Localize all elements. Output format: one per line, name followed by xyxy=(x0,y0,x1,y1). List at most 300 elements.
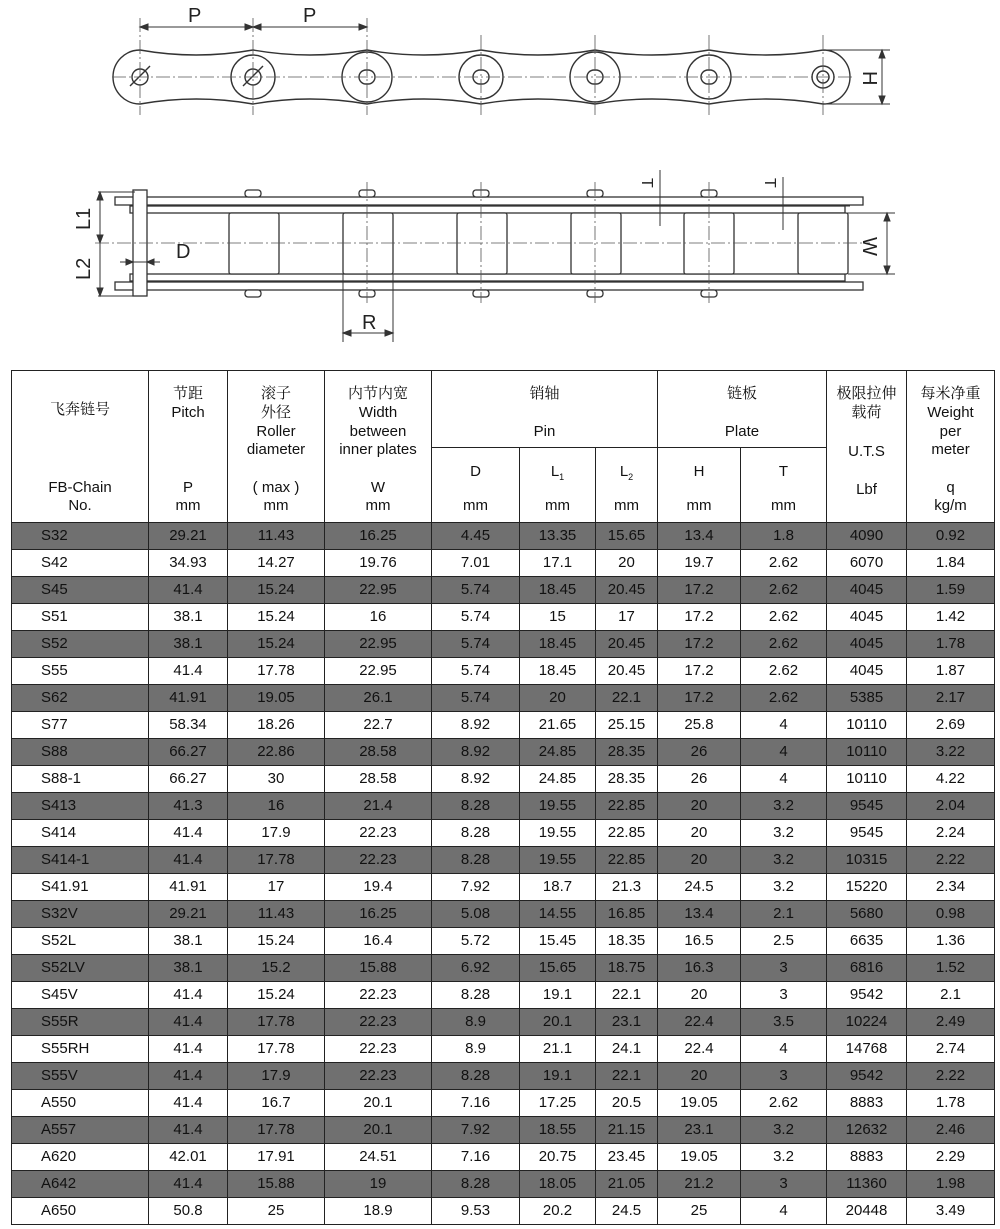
table-cell: 2.04 xyxy=(907,793,995,820)
table-cell: 15.2 xyxy=(228,955,325,982)
table-cell: 16.3 xyxy=(658,955,741,982)
table-cell: 20.5 xyxy=(596,1090,658,1117)
chain-model-cell: S51 xyxy=(12,604,149,631)
table-cell: 6.92 xyxy=(432,955,520,982)
table-cell: 15.24 xyxy=(228,604,325,631)
header-weight-en2: per xyxy=(939,422,962,440)
table-cell: 8.28 xyxy=(432,1171,520,1198)
header-roller xyxy=(228,371,325,523)
table-cell: 8883 xyxy=(827,1090,907,1117)
table-cell: 13.4 xyxy=(658,901,741,928)
table-cell: 5.74 xyxy=(432,631,520,658)
roller xyxy=(343,213,393,274)
table-cell: 25 xyxy=(658,1198,741,1225)
table-cell: 38.1 xyxy=(149,955,228,982)
table-cell: 25.15 xyxy=(596,712,658,739)
table-cell: 21.65 xyxy=(520,712,596,739)
table-cell: 20.45 xyxy=(596,577,658,604)
table-cell: 17.78 xyxy=(228,1036,325,1063)
table-cell: 21.15 xyxy=(596,1117,658,1144)
table-cell: 5.74 xyxy=(432,604,520,631)
chain-model-cell: S55 xyxy=(12,658,149,685)
header-width-sym: W xyxy=(370,478,386,496)
table-cell: 34.93 xyxy=(149,550,228,577)
roller-r-label: R xyxy=(362,312,377,334)
table-cell: 9.53 xyxy=(432,1198,520,1225)
header-weight-unit: kg/m xyxy=(934,497,967,515)
chain-model-cell: A642 xyxy=(12,1171,149,1198)
table-cell: 16.25 xyxy=(325,523,432,550)
table-cell: 4.22 xyxy=(907,766,995,793)
table-cell: 2.62 xyxy=(741,550,827,577)
table-cell: 13.4 xyxy=(658,523,741,550)
table-cell: 3.2 xyxy=(741,1144,827,1171)
header-uts-en: U.T.S xyxy=(848,443,885,460)
table-cell: 1.78 xyxy=(907,631,995,658)
table-cell: 17.78 xyxy=(228,1117,325,1144)
table-cell: 29.21 xyxy=(149,901,228,928)
table-row xyxy=(12,1090,995,1117)
header-roller-sym: ( max ) xyxy=(252,478,300,496)
header-weight-cn: 每米净重 xyxy=(920,385,981,402)
table-cell: 11360 xyxy=(827,1171,907,1198)
header-pitch-en: Pitch xyxy=(171,403,205,421)
chain-model-cell: S45 xyxy=(12,577,149,604)
table-cell: 24.5 xyxy=(596,1198,658,1225)
table-cell: 15 xyxy=(520,604,596,631)
header-width-unit: mm xyxy=(365,497,391,515)
table-row xyxy=(12,1144,995,1171)
header-model-en1: FB-Chain xyxy=(48,478,112,496)
chain-model-cell: S414-1 xyxy=(12,847,149,874)
table-cell: 9542 xyxy=(827,1063,907,1090)
header-pin-l2 xyxy=(596,448,658,523)
table-cell: 2.62 xyxy=(741,577,827,604)
table-cell: 17.9 xyxy=(228,1063,325,1090)
table-cell: 15.24 xyxy=(228,577,325,604)
table-cell: 20.45 xyxy=(596,658,658,685)
table-cell: 1.52 xyxy=(907,955,995,982)
pitch-label: P xyxy=(188,5,202,27)
table-cell: 3 xyxy=(741,982,827,1009)
header-weight-en1: Weight xyxy=(927,403,974,421)
chain-model-cell: S42 xyxy=(12,550,149,577)
header-uts-cn2: 载荷 xyxy=(851,403,882,421)
header-weight-en3: meter xyxy=(931,441,970,459)
table-cell: 10110 xyxy=(827,766,907,793)
table-cell: 21.05 xyxy=(596,1171,658,1198)
table-cell: 4045 xyxy=(827,658,907,685)
table-cell: 8.92 xyxy=(432,766,520,793)
header-pin-l2-unit: mm xyxy=(614,497,639,515)
table-cell: 8.92 xyxy=(432,712,520,739)
table-cell: 7.92 xyxy=(432,1117,520,1144)
header-pin-group xyxy=(432,371,658,448)
header-roller-cn2: 外径 xyxy=(260,403,291,421)
table-cell: 9545 xyxy=(827,793,907,820)
table-cell: 20.1 xyxy=(520,1009,596,1036)
table-cell: 9542 xyxy=(827,982,907,1009)
thickness-label: T xyxy=(761,178,778,188)
l2-label: L2 xyxy=(73,257,95,280)
table-cell: 3.2 xyxy=(741,820,827,847)
table-cell: 16.5 xyxy=(658,928,741,955)
header-plate-en: Plate xyxy=(724,423,760,440)
table-cell: 28.58 xyxy=(325,766,432,793)
table-cell: 19.05 xyxy=(658,1144,741,1171)
table-row xyxy=(12,847,995,874)
table-cell: 4 xyxy=(741,712,827,739)
table-cell: 9545 xyxy=(827,820,907,847)
table-cell: 41.4 xyxy=(149,847,228,874)
table-cell: 15.88 xyxy=(325,955,432,982)
header-pin-l1-sub: 1 xyxy=(559,472,565,482)
table-cell: 24.51 xyxy=(325,1144,432,1171)
table-cell: 17.91 xyxy=(228,1144,325,1171)
header-pitch-unit: mm xyxy=(175,497,201,515)
header-pitch xyxy=(149,371,228,523)
width-label: W xyxy=(858,237,880,256)
table-cell: 19.1 xyxy=(520,982,596,1009)
table-cell: 41.3 xyxy=(149,793,228,820)
table-row xyxy=(12,1198,995,1225)
table-cell: 22.95 xyxy=(325,658,432,685)
table-cell: 17.25 xyxy=(520,1090,596,1117)
table-cell: 8.28 xyxy=(432,847,520,874)
table-cell: 26.1 xyxy=(325,685,432,712)
table-cell: 17.9 xyxy=(228,820,325,847)
table-cell: 41.4 xyxy=(149,577,228,604)
table-cell: 19.05 xyxy=(658,1090,741,1117)
table-cell: 2.62 xyxy=(741,631,827,658)
table-cell: 26 xyxy=(658,739,741,766)
table-cell: 10315 xyxy=(827,847,907,874)
table-cell: 2.62 xyxy=(741,604,827,631)
table-cell: 20.1 xyxy=(325,1117,432,1144)
chain-model-cell: S52 xyxy=(12,631,149,658)
table-cell: 8883 xyxy=(827,1144,907,1171)
table-cell: 3 xyxy=(741,1063,827,1090)
chain-model-cell: S77 xyxy=(12,712,149,739)
table-cell: 19.7 xyxy=(658,550,741,577)
table-row xyxy=(12,685,995,712)
table-cell: 4045 xyxy=(827,604,907,631)
table-row xyxy=(12,1009,995,1036)
table-cell: 17.2 xyxy=(658,658,741,685)
header-uts xyxy=(827,371,907,523)
outer-plate-bottom xyxy=(115,282,863,290)
table-cell: 18.35 xyxy=(596,928,658,955)
table-cell: 2.62 xyxy=(741,1090,827,1117)
table-row xyxy=(12,955,995,982)
table-cell: 22.23 xyxy=(325,1036,432,1063)
header-uts-unit: Lbf xyxy=(856,481,877,498)
table-cell: 20 xyxy=(658,982,741,1009)
table-row xyxy=(12,577,995,604)
table-cell: 22.23 xyxy=(325,982,432,1009)
roller xyxy=(229,213,279,274)
table-row xyxy=(12,901,995,928)
header-weight-sym: q xyxy=(946,478,955,496)
table-cell: 66.27 xyxy=(149,766,228,793)
table-cell: 21.2 xyxy=(658,1171,741,1198)
roller xyxy=(457,213,507,274)
table-cell: 17.78 xyxy=(228,658,325,685)
header-pin-cn: 销轴 xyxy=(529,385,560,402)
table-cell: 1.36 xyxy=(907,928,995,955)
table-cell: 42.01 xyxy=(149,1144,228,1171)
table-cell: 22.23 xyxy=(325,1063,432,1090)
table-cell: 10110 xyxy=(827,712,907,739)
table-cell: 22.1 xyxy=(596,982,658,1009)
table-cell: 19.55 xyxy=(520,847,596,874)
table-cell: 38.1 xyxy=(149,928,228,955)
table-cell: 19.76 xyxy=(325,550,432,577)
table-cell: 14.55 xyxy=(520,901,596,928)
pitch-dimension xyxy=(140,24,367,30)
table-cell: 41.4 xyxy=(149,658,228,685)
table-cell: 30 xyxy=(228,766,325,793)
table-cell: 22.4 xyxy=(658,1036,741,1063)
table-cell: 58.34 xyxy=(149,712,228,739)
table-cell: 41.4 xyxy=(149,820,228,847)
table-row xyxy=(12,820,995,847)
table-cell: 17.78 xyxy=(228,847,325,874)
table-cell: 20 xyxy=(596,550,658,577)
pin-head xyxy=(245,190,261,197)
table-cell: 15.45 xyxy=(520,928,596,955)
table-cell: 2.24 xyxy=(907,820,995,847)
table-cell: 25.8 xyxy=(658,712,741,739)
table-cell: 19.4 xyxy=(325,874,432,901)
header-width-en2: between xyxy=(349,422,407,440)
table-row xyxy=(12,739,995,766)
table-cell: 8.28 xyxy=(432,982,520,1009)
header-pin-l1-unit: mm xyxy=(545,497,570,515)
table-cell: 41.4 xyxy=(149,1009,228,1036)
table-cell: 1.59 xyxy=(907,577,995,604)
table-cell: 16 xyxy=(228,793,325,820)
table-cell: 24.85 xyxy=(520,766,596,793)
table-cell: 38.1 xyxy=(149,631,228,658)
table-cell: 22.1 xyxy=(596,1063,658,1090)
chain-model-cell: S88 xyxy=(12,739,149,766)
table-cell: 17.78 xyxy=(228,1009,325,1036)
table-cell: 21.4 xyxy=(325,793,432,820)
table-cell: 20 xyxy=(520,685,596,712)
table-cell: 28.35 xyxy=(596,739,658,766)
table-cell: 3.5 xyxy=(741,1009,827,1036)
table-cell: 16.7 xyxy=(228,1090,325,1117)
table-cell: 2.62 xyxy=(741,658,827,685)
table-row xyxy=(12,631,995,658)
table-cell: 10224 xyxy=(827,1009,907,1036)
table-cell: 28.35 xyxy=(596,766,658,793)
chain-model-cell: S55R xyxy=(12,1009,149,1036)
chain-spec-table xyxy=(11,370,995,1225)
header-pin-l2-sub: 2 xyxy=(628,472,634,482)
table-cell: 22.85 xyxy=(596,793,658,820)
table-cell: 3.2 xyxy=(741,847,827,874)
roller xyxy=(571,213,621,274)
table-cell: 22.4 xyxy=(658,1009,741,1036)
table-cell: 22.85 xyxy=(596,820,658,847)
table-cell: 15.24 xyxy=(228,928,325,955)
table-cell: 17.2 xyxy=(658,577,741,604)
table-cell: 4 xyxy=(741,1198,827,1225)
table-cell: 50.8 xyxy=(149,1198,228,1225)
table-cell: 18.45 xyxy=(520,577,596,604)
chain-model-cell: S41.91 xyxy=(12,874,149,901)
header-uts-cn1: 极限拉伸 xyxy=(836,385,897,402)
header-weight xyxy=(907,371,995,523)
table-cell: 22.23 xyxy=(325,847,432,874)
table-row xyxy=(12,658,995,685)
header-pin-d-sym: D xyxy=(470,463,481,480)
table-cell: 18.75 xyxy=(596,955,658,982)
table-cell: 22.95 xyxy=(325,631,432,658)
table-cell: 8.28 xyxy=(432,1063,520,1090)
table-cell: 12632 xyxy=(827,1117,907,1144)
table-cell: 28.58 xyxy=(325,739,432,766)
chain-model-cell: S32V xyxy=(12,901,149,928)
thickness-label: T xyxy=(638,178,655,188)
table-row xyxy=(12,550,995,577)
table-cell: 8.28 xyxy=(432,820,520,847)
header-pin-d-unit: mm xyxy=(463,497,488,515)
table-cell: 5.74 xyxy=(432,658,520,685)
table-cell: 19.55 xyxy=(520,820,596,847)
table-cell: 18.45 xyxy=(520,658,596,685)
table-cell: 13.35 xyxy=(520,523,596,550)
table-cell: 41.91 xyxy=(149,685,228,712)
table-cell: 15.24 xyxy=(228,631,325,658)
header-pin-d xyxy=(432,448,520,523)
header-model-en2: No. xyxy=(68,497,92,515)
table-cell: 5.08 xyxy=(432,901,520,928)
header-roller-unit: mm xyxy=(263,497,289,515)
table-cell: 41.4 xyxy=(149,1036,228,1063)
chain-model-cell: S52L xyxy=(12,928,149,955)
table-cell: 8.9 xyxy=(432,1009,520,1036)
table-cell: 6635 xyxy=(827,928,907,955)
table-cell: 11.43 xyxy=(228,901,325,928)
height-label: H xyxy=(858,71,880,86)
inner-plate-top xyxy=(130,206,845,213)
table-cell: 19.1 xyxy=(520,1063,596,1090)
table-cell: 8.9 xyxy=(432,1036,520,1063)
table-cell: 8.28 xyxy=(432,793,520,820)
chain-model-cell: S88-1 xyxy=(12,766,149,793)
table-cell: 2.69 xyxy=(907,712,995,739)
table-cell: 10110 xyxy=(827,739,907,766)
table-cell: 4 xyxy=(741,739,827,766)
table-cell: 22.86 xyxy=(228,739,325,766)
table-cell: 4 xyxy=(741,766,827,793)
table-cell: 1.42 xyxy=(907,604,995,631)
table-cell: 3.2 xyxy=(741,793,827,820)
table-cell: 3.2 xyxy=(741,1117,827,1144)
table-row xyxy=(12,793,995,820)
table-row xyxy=(12,874,995,901)
table-cell: 17.2 xyxy=(658,631,741,658)
table-cell: 15220 xyxy=(827,874,907,901)
chain-model-cell: S32 xyxy=(12,523,149,550)
table-cell: 6070 xyxy=(827,550,907,577)
table-cell: 20448 xyxy=(827,1198,907,1225)
table-cell: 7.16 xyxy=(432,1144,520,1171)
table-cell: 23.1 xyxy=(658,1117,741,1144)
header-plate-t xyxy=(741,448,827,523)
table-cell: 20 xyxy=(658,847,741,874)
table-cell: 22.7 xyxy=(325,712,432,739)
table-cell: 1.84 xyxy=(907,550,995,577)
header-roller-cn1: 滚子 xyxy=(260,385,291,402)
header-plate-h-unit: mm xyxy=(686,497,712,515)
table-row xyxy=(12,982,995,1009)
table-cell: 19.55 xyxy=(520,793,596,820)
table-cell: 16.4 xyxy=(325,928,432,955)
header-pitch-sym: P xyxy=(182,478,193,496)
table-cell: 4045 xyxy=(827,631,907,658)
table-cell: 2.46 xyxy=(907,1117,995,1144)
table-cell: 5680 xyxy=(827,901,907,928)
table-row xyxy=(12,1063,995,1090)
table-cell: 22.1 xyxy=(596,685,658,712)
table-cell: 0.98 xyxy=(907,901,995,928)
table-row xyxy=(12,928,995,955)
table-cell: 15.24 xyxy=(228,982,325,1009)
header-plate-t-sym: T xyxy=(778,463,789,480)
table-cell: 1.8 xyxy=(741,523,827,550)
table-cell: 0.92 xyxy=(907,523,995,550)
chain-model-cell: A650 xyxy=(12,1198,149,1225)
table-cell: 14768 xyxy=(827,1036,907,1063)
header-plate-h xyxy=(658,448,741,523)
header-pin-l2-sym: L xyxy=(619,463,629,480)
table-cell: 20.1 xyxy=(325,1090,432,1117)
table-cell: 1.78 xyxy=(907,1090,995,1117)
table-cell: 18.7 xyxy=(520,874,596,901)
header-pitch-cn: 节距 xyxy=(172,385,203,402)
table-cell: 19.05 xyxy=(228,685,325,712)
table-cell: 18.45 xyxy=(520,631,596,658)
roller xyxy=(798,213,848,274)
table-cell: 18.26 xyxy=(228,712,325,739)
pin-d-label: D xyxy=(176,241,191,263)
table-cell: 17.2 xyxy=(658,604,741,631)
table-cell: 3.49 xyxy=(907,1198,995,1225)
table-cell: 8.92 xyxy=(432,739,520,766)
table-cell: 17.2 xyxy=(658,685,741,712)
header-pin-en: Pin xyxy=(533,423,556,440)
table-cell: 4090 xyxy=(827,523,907,550)
table-cell: 16 xyxy=(325,604,432,631)
table-cell: 41.4 xyxy=(149,1117,228,1144)
outer-plate-top xyxy=(115,197,863,205)
header-width xyxy=(325,371,432,523)
table-cell: 5.72 xyxy=(432,928,520,955)
header-plate-h-sym: H xyxy=(693,463,705,480)
chain-model-cell: S55V xyxy=(12,1063,149,1090)
table-cell: 17 xyxy=(228,874,325,901)
table-cell: 6816 xyxy=(827,955,907,982)
table-cell: 2.49 xyxy=(907,1009,995,1036)
table-cell: 2.17 xyxy=(907,685,995,712)
table-cell: 3.22 xyxy=(907,739,995,766)
table-cell: 7.01 xyxy=(432,550,520,577)
table-cell: 29.21 xyxy=(149,523,228,550)
